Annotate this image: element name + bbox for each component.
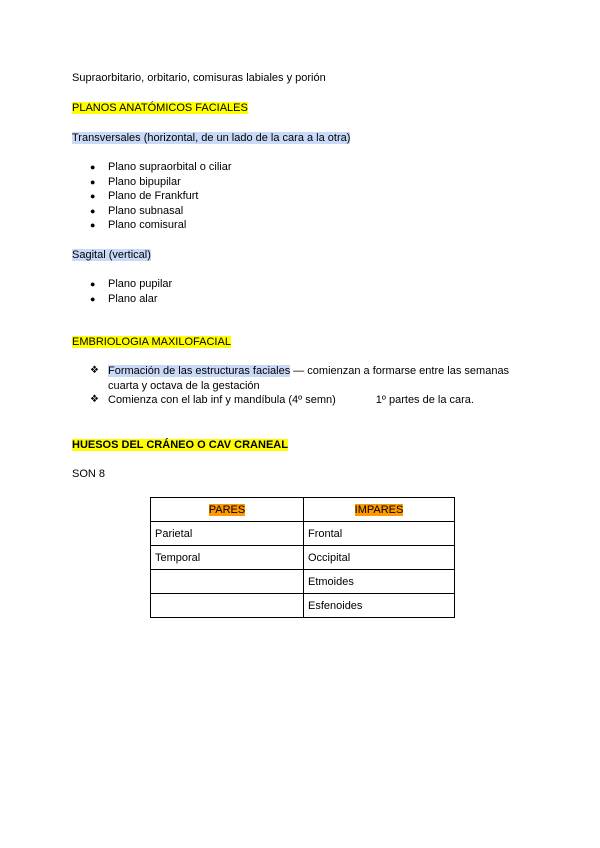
sagital-list [72, 277, 172, 306]
list-item [72, 277, 172, 292]
embriologia-heading-text: EMBRIOLOGIA MAXILOFACIAL [72, 336, 231, 348]
transversales-list [72, 160, 232, 233]
list-item-text: cuarta y octava de la gestación [108, 379, 260, 392]
list-item [72, 204, 232, 219]
table-cell: Occipital [304, 546, 455, 570]
list-item-text: Plano bipupilar [108, 175, 181, 188]
huesos-heading-text: HUESOS DEL CRÁNEO O CAV CRANEAL [72, 439, 288, 451]
table-cell: Frontal [304, 522, 455, 546]
transversales-label-text: Transversales (horizontal, de un lado de la cara a la otra) [72, 132, 351, 144]
list-item [72, 189, 232, 204]
embriologia-list [72, 364, 509, 408]
diamond-bullet-icon: ❖ [90, 365, 99, 376]
list-item [72, 364, 509, 379]
table-cell: Esfenoides [304, 594, 455, 618]
bullet-icon: ● [90, 162, 96, 172]
bullet-icon: ● [90, 220, 96, 231]
diamond-bullet-icon: ❖ [90, 394, 99, 406]
embriologia-heading [72, 335, 231, 349]
table-header-row [151, 498, 455, 522]
planos-heading-text: PLANOS ANATÓMICOS FACIALES [72, 102, 248, 114]
bullet-icon: ● [90, 176, 96, 187]
list-item-text: Plano subnasal [108, 204, 184, 217]
table-cell [151, 570, 304, 594]
list-item-text: Plano comisural [108, 219, 187, 232]
huesos-heading [72, 438, 288, 452]
table-cell [151, 594, 304, 618]
list-item-continuation [72, 379, 509, 394]
list-item-highlight: Formación de las estructuras faciales [108, 365, 291, 377]
table-row [151, 570, 455, 594]
bullet-icon: ● [90, 191, 96, 202]
intro-line: Supraorbitario, orbitario, comisuras labiales y porión [72, 72, 326, 84]
table-row [151, 522, 455, 546]
header-cell [151, 498, 304, 522]
list-item-text: Plano pupilar [108, 278, 173, 290]
table-row [151, 546, 455, 570]
transversales-label [72, 131, 350, 145]
list-item-tail: 1º partes de la cara. [375, 394, 474, 407]
list-item [72, 292, 172, 307]
table-cell: Parietal [151, 522, 304, 546]
bones-table [150, 497, 455, 618]
list-item [72, 393, 509, 408]
list-item-text: — comienzan a formarse entre las semanas [290, 365, 510, 377]
table-row [151, 594, 455, 618]
bullet-icon: ● [90, 279, 96, 289]
list-item-text: Comienza con el lab inf y mandíbula (4º semn) [108, 394, 336, 407]
list-item [72, 160, 232, 175]
planos-heading [72, 101, 248, 115]
count-text: SON 8 [72, 468, 106, 480]
list-item-text: Plano supraorbital o ciliar [108, 161, 232, 173]
sagital-label-text: Sagital (vertical) [72, 249, 151, 261]
table-cell: Etmoides [304, 570, 455, 594]
bullet-icon: ● [90, 205, 96, 216]
list-item [72, 218, 232, 233]
bullet-icon: ● [90, 293, 96, 304]
list-item-text: Plano alar [108, 292, 158, 305]
sagital-label [72, 248, 151, 262]
list-item-text: Plano de Frankfurt [108, 190, 199, 203]
table-cell: Temporal [151, 546, 304, 570]
header-pares: PARES [208, 503, 246, 516]
header-impares: IMPARES [354, 503, 404, 516]
header-cell [304, 498, 455, 522]
list-item [72, 175, 232, 190]
